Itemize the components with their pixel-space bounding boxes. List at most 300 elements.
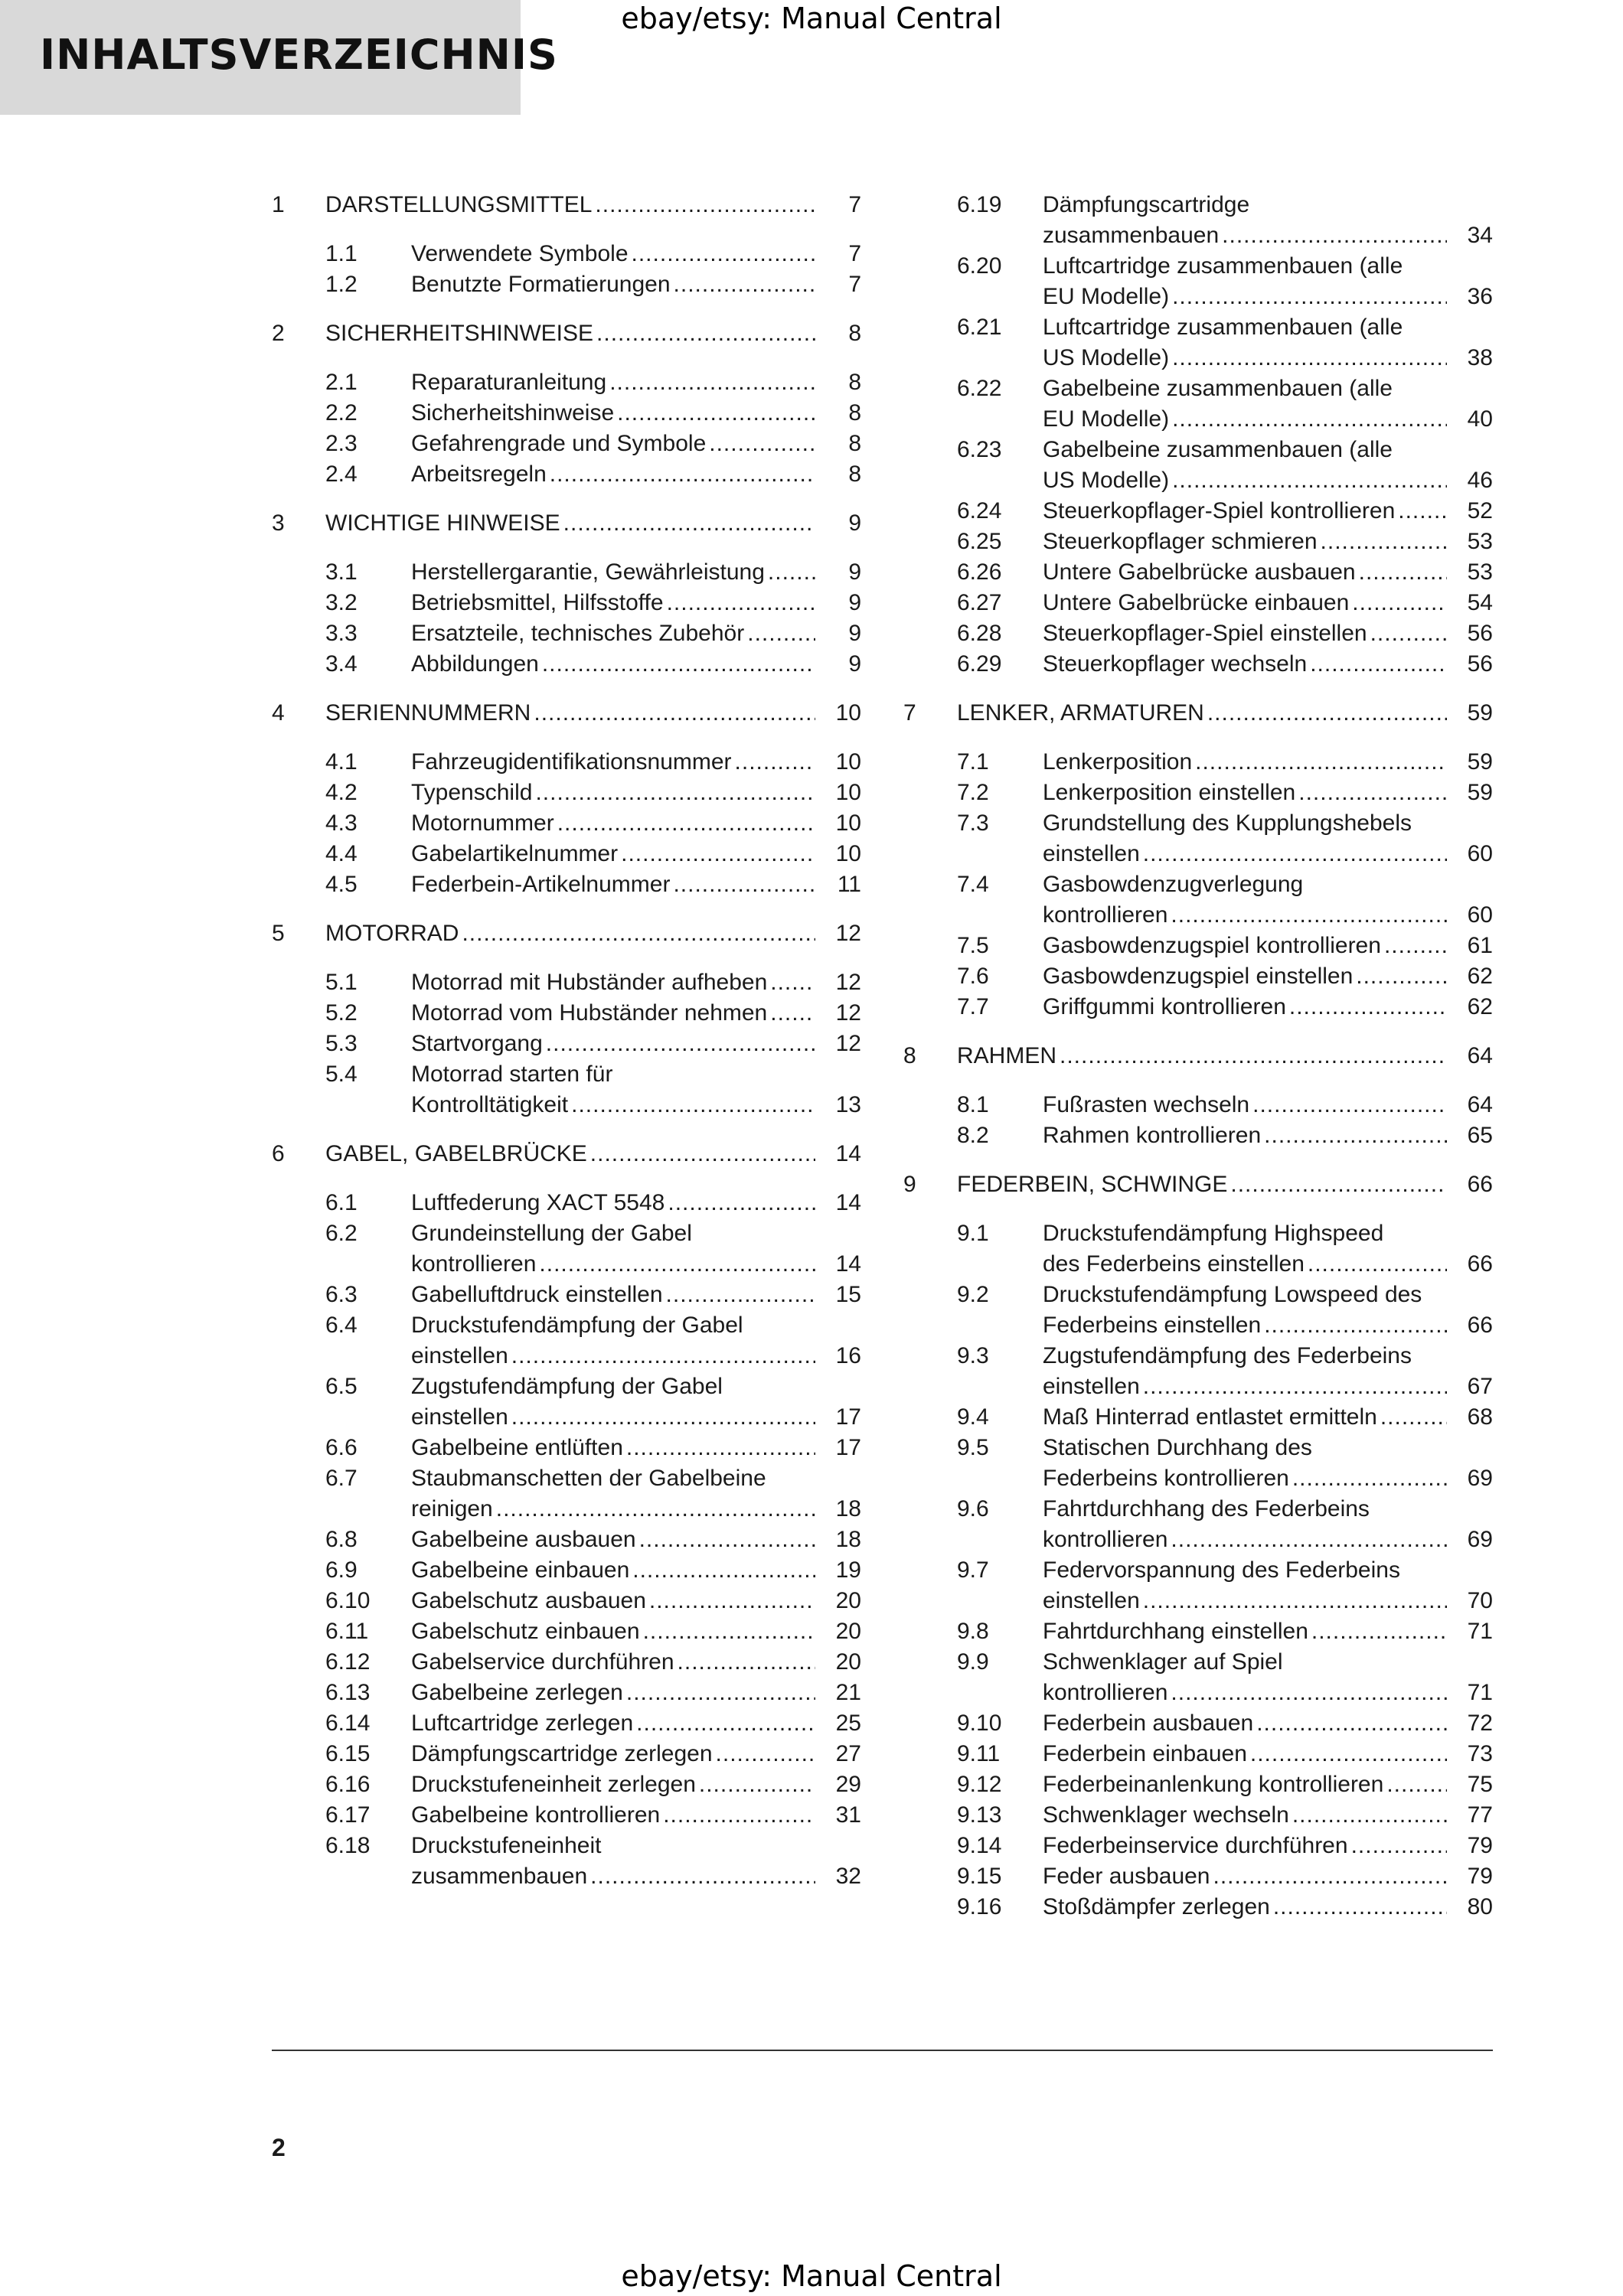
toc-entry-title: einstellen <box>411 1343 508 1368</box>
toc-page-number: 59 <box>1467 749 1493 775</box>
toc-entry-number: 6.26 <box>957 559 1002 585</box>
toc-entry-number: 6.23 <box>957 437 1002 462</box>
toc-entry-title: Fahrtdurchhang des Federbeins <box>1043 1496 1370 1521</box>
toc-page-number: 66 <box>1467 1172 1493 1197</box>
toc-page-number: 7 <box>848 192 861 217</box>
toc-entry-title: Motornummer <box>411 810 554 836</box>
toc-section-entry[interactable] <box>272 1029 861 1059</box>
toc-page-number: 8 <box>848 370 861 395</box>
toc-section-entry[interactable] <box>272 1800 861 1831</box>
toc-entry-title: SERIENNUMMERN <box>325 700 531 726</box>
toc-dot-leader <box>1172 404 1447 435</box>
toc-entry-title: Sicherheitshinweise <box>411 400 615 426</box>
toc-entry-number: 5.1 <box>325 970 358 995</box>
toc-entry-number: 1.2 <box>325 272 358 297</box>
toc-page-number: 59 <box>1467 700 1493 726</box>
toc-entry-title: Gabelluftdruck einstellen <box>411 1282 663 1307</box>
toc-page-number: 7 <box>848 272 861 297</box>
toc-section-entry[interactable] <box>903 1800 1493 1831</box>
toc-section-entry[interactable] <box>272 239 861 269</box>
toc-section-entry[interactable] <box>903 1433 1493 1494</box>
toc-page-number: 12 <box>835 970 861 995</box>
toc-section-entry[interactable] <box>272 459 861 490</box>
toc-section-entry[interactable] <box>272 808 861 839</box>
toc-entry-number: 2 <box>272 321 285 346</box>
toc-section-entry[interactable] <box>903 618 1493 649</box>
toc-page-number: 52 <box>1467 498 1493 523</box>
toc-page-number: 31 <box>835 1802 861 1828</box>
toc-column-left <box>272 190 861 1892</box>
toc-dot-leader <box>1311 1616 1447 1647</box>
toc-chapter-entry[interactable] <box>272 918 861 949</box>
toc-section-entry[interactable] <box>903 435 1493 496</box>
toc-section-entry[interactable] <box>272 367 861 398</box>
toc-entry-title: Gabelbeine einbauen <box>411 1557 630 1583</box>
toc-entry-title: GABEL, GABELBRÜCKE <box>325 1141 587 1166</box>
toc-entry-number: 4.2 <box>325 780 358 805</box>
toc-section-entry[interactable] <box>903 992 1493 1022</box>
toc-entry-number: 9 <box>903 1172 916 1197</box>
toc-chapter-entry[interactable] <box>272 508 861 539</box>
toc-dot-leader <box>535 778 815 808</box>
toc-section-entry[interactable] <box>903 1831 1493 1861</box>
toc-section-entry[interactable] <box>272 398 861 429</box>
toc-section-entry[interactable] <box>272 1616 861 1647</box>
toc-entry-title: Steuerkopflager wechseln <box>1043 651 1308 677</box>
toc-page-number: 32 <box>835 1864 861 1889</box>
toc-dot-leader <box>563 508 815 539</box>
toc-entry-title: Staubmanschetten der Gabelbeine <box>411 1466 766 1491</box>
toc-section-entry[interactable] <box>272 1647 861 1678</box>
toc-section-entry[interactable] <box>903 1402 1493 1433</box>
toc-entry-title: Druckstufendämpfung Lowspeed des <box>1043 1282 1422 1307</box>
toc-entry-title: Gabelbeine kontrollieren <box>411 1802 661 1828</box>
toc-page-number: 69 <box>1467 1466 1493 1491</box>
toc-section-entry[interactable] <box>903 190 1493 251</box>
toc-page-number: 61 <box>1467 933 1493 958</box>
toc-entry-number: 2.2 <box>325 400 358 426</box>
toc-dot-leader <box>1250 1739 1447 1769</box>
toc-dot-leader <box>1308 1249 1447 1280</box>
toc-dot-leader <box>1060 1041 1447 1071</box>
toc-dot-leader <box>1380 1402 1447 1433</box>
toc-page-number: 8 <box>848 431 861 456</box>
watermark-bottom: ebay/etsy: Manual Central <box>621 2259 1002 2293</box>
toc-dot-leader <box>1289 992 1447 1022</box>
toc-section-entry[interactable] <box>272 778 861 808</box>
toc-section-entry[interactable] <box>903 1892 1493 1923</box>
toc-section-entry[interactable] <box>272 998 861 1029</box>
toc-entry-title: Verwendete Symbole <box>411 241 629 266</box>
toc-page-number: 15 <box>835 1282 861 1307</box>
toc-page-number: 54 <box>1467 590 1493 615</box>
header-banner <box>0 0 558 115</box>
toc-page-number: 20 <box>835 1619 861 1644</box>
toc-page-number: 10 <box>835 841 861 866</box>
toc-section-entry[interactable] <box>903 1708 1493 1739</box>
toc-entry-number: 9.7 <box>957 1557 989 1583</box>
toc-page-number: 66 <box>1467 1313 1493 1338</box>
toc-dot-leader <box>716 1739 815 1769</box>
toc-page-number: 46 <box>1467 468 1493 493</box>
toc-entry-number: 3.4 <box>325 651 358 677</box>
toc-section-entry[interactable] <box>903 778 1493 808</box>
toc-entry-title: Gabelbeine zusammenbauen (alle <box>1043 437 1393 462</box>
toc-section-entry[interactable] <box>903 251 1493 312</box>
toc-chapter-entry[interactable] <box>903 1041 1493 1071</box>
toc-page-number: 70 <box>1467 1588 1493 1613</box>
toc-entry-number: 9.11 <box>957 1741 1001 1766</box>
toc-page-number: 14 <box>835 1251 861 1277</box>
toc-entry-number: 6.11 <box>325 1619 369 1644</box>
toc-entry-title: einstellen <box>411 1404 508 1430</box>
toc-section-entry[interactable] <box>272 869 861 900</box>
toc-dot-leader <box>539 1249 815 1280</box>
toc-dot-leader <box>1171 900 1447 931</box>
toc-entry-number: 6.13 <box>325 1680 371 1705</box>
toc-entry-number: 6.22 <box>957 376 1002 401</box>
toc-entry-number: 9.6 <box>957 1496 989 1521</box>
toc-dot-leader <box>768 557 815 588</box>
toc-entry-number: 6.1 <box>325 1190 358 1215</box>
toc-section-entry[interactable] <box>903 869 1493 931</box>
toc-dot-leader <box>595 190 815 220</box>
toc-section-entry[interactable] <box>903 961 1493 992</box>
toc-entry-number: 2.1 <box>325 370 358 395</box>
toc-entry-title: einstellen <box>1043 1374 1140 1399</box>
toc-page-number: 79 <box>1467 1864 1493 1889</box>
toc-entry-title: kontrollieren <box>1043 902 1168 928</box>
toc-section-entry[interactable] <box>272 747 861 778</box>
toc-entry-title: Typenschild <box>411 780 533 805</box>
toc-section-entry[interactable] <box>272 967 861 998</box>
toc-entry-title: Gabelservice durchführen <box>411 1649 674 1675</box>
toc-entry-title: einstellen <box>1043 1588 1140 1613</box>
toc-page-number: 56 <box>1467 651 1493 677</box>
toc-dot-leader <box>699 1769 815 1800</box>
toc-entry-title: kontrollieren <box>1043 1680 1168 1705</box>
toc-section-entry[interactable] <box>272 1280 861 1310</box>
toc-dot-leader <box>1256 1708 1447 1739</box>
toc-dot-leader <box>621 839 815 869</box>
toc-entry-number: 6.20 <box>957 253 1002 279</box>
toc-section-entry[interactable] <box>272 1371 861 1433</box>
toc-page-number: 56 <box>1467 621 1493 646</box>
toc-section-entry[interactable] <box>272 1188 861 1218</box>
toc-entry-number: 7.3 <box>957 810 989 836</box>
toc-section-entry[interactable] <box>903 1341 1493 1402</box>
toc-section-entry[interactable] <box>272 649 861 680</box>
toc-entry-title: Betriebsmittel, Hilfsstoffe <box>411 590 664 615</box>
toc-section-entry[interactable] <box>903 312 1493 373</box>
toc-dot-leader <box>511 1341 815 1371</box>
toc-dot-leader <box>1359 557 1447 588</box>
toc-dot-leader <box>590 1139 815 1169</box>
toc-page-number: 40 <box>1467 406 1493 432</box>
toc-entry-number: 7.6 <box>957 964 989 989</box>
toc-entry-title: Arbeitsregeln <box>411 461 547 487</box>
toc-entry-title: Reparaturanleitung <box>411 370 607 395</box>
toc-entry-title: Gasbowdenzugspiel einstellen <box>1043 964 1354 989</box>
toc-entry-number: 4.3 <box>325 810 358 836</box>
toc-section-entry[interactable] <box>903 1616 1493 1647</box>
toc-page-number: 64 <box>1467 1043 1493 1068</box>
toc-entry-number: 6.12 <box>325 1649 371 1675</box>
toc-section-entry[interactable] <box>272 588 861 618</box>
toc-section-entry[interactable] <box>903 808 1493 869</box>
toc-dot-leader <box>1172 465 1447 496</box>
toc-entry-title: Dämpfungscartridge <box>1043 192 1250 217</box>
toc-dot-leader <box>1172 343 1447 373</box>
toc-entry-title: Rahmen kontrollieren <box>1043 1123 1262 1148</box>
toc-section-entry[interactable] <box>272 618 861 649</box>
toc-section-entry[interactable] <box>272 269 861 300</box>
toc-section-entry[interactable] <box>903 1647 1493 1708</box>
toc-entry-number: 7.4 <box>957 872 989 897</box>
toc-entry-title: Gabelartikelnummer <box>411 841 619 866</box>
toc-entry-number: 5.3 <box>325 1031 358 1056</box>
toc-section-entry[interactable] <box>903 1494 1493 1555</box>
toc-page-number: 38 <box>1467 345 1493 370</box>
toc-page-number: 72 <box>1467 1711 1493 1736</box>
toc-section-entry[interactable] <box>903 1555 1493 1616</box>
toc-page-number: 34 <box>1467 223 1493 248</box>
toc-page-number: 36 <box>1467 284 1493 309</box>
toc-entry-title: Gabelbeine zusammenbauen (alle <box>1043 376 1393 401</box>
toc-section-entry[interactable] <box>903 527 1493 557</box>
toc-page-number: 77 <box>1467 1802 1493 1828</box>
toc-section-entry[interactable] <box>272 1831 861 1892</box>
toc-dot-leader <box>1298 778 1447 808</box>
toc-page-number: 17 <box>835 1435 861 1460</box>
toc-entry-title: Benutzte Formatierungen <box>411 272 671 297</box>
toc-page-number: 21 <box>835 1680 861 1705</box>
toc-page-number: 7 <box>848 241 861 266</box>
toc-section-entry[interactable] <box>272 1586 861 1616</box>
toc-chapter-entry[interactable] <box>903 1169 1493 1200</box>
toc-page-number: 60 <box>1467 841 1493 866</box>
toc-entry-number: 3 <box>272 510 285 536</box>
toc-entry-title: Steuerkopflager-Spiel einstellen <box>1043 621 1367 646</box>
toc-page-number: 19 <box>835 1557 861 1583</box>
toc-dot-leader <box>1252 1090 1447 1120</box>
toc-section-entry[interactable] <box>903 557 1493 588</box>
toc-dot-leader <box>462 918 815 949</box>
toc-section-entry[interactable] <box>272 1769 861 1800</box>
toc-entry-title: des Federbeins einstellen <box>1043 1251 1305 1277</box>
toc-dot-leader <box>674 269 815 300</box>
toc-section-entry[interactable] <box>272 1463 861 1525</box>
toc-entry-number: 4.4 <box>325 841 358 866</box>
toc-entry-title: WICHTIGE HINWEISE <box>325 510 560 536</box>
toc-dot-leader <box>1172 282 1447 312</box>
toc-entry-title: reinigen <box>411 1496 493 1521</box>
toc-entry-title: Dämpfungscartridge zerlegen <box>411 1741 713 1766</box>
toc-section-entry[interactable] <box>903 1861 1493 1892</box>
toc-entry-number: 8.2 <box>957 1123 989 1148</box>
toc-entry-number: 6.16 <box>325 1772 371 1797</box>
toc-entry-number: 4.5 <box>325 872 358 897</box>
toc-entry-title: Herstellergarantie, Gewährleistung <box>411 559 765 585</box>
toc-chapter-entry[interactable] <box>903 698 1493 729</box>
toc-dot-leader <box>596 318 815 349</box>
toc-section-entry[interactable] <box>903 1218 1493 1280</box>
toc-entry-title: Federbeinanlenkung kontrollieren <box>1043 1772 1384 1797</box>
toc-entry-number: 6 <box>272 1141 285 1166</box>
toc-chapter-entry[interactable] <box>272 190 861 220</box>
toc-page-number: 27 <box>835 1741 861 1766</box>
toc-entry-number: 5 <box>272 921 285 946</box>
toc-dot-leader <box>1398 496 1447 527</box>
toc-entry-title: Lenkerposition einstellen <box>1043 780 1296 805</box>
toc-entry-title: kontrollieren <box>411 1251 537 1277</box>
toc-page-number: 79 <box>1467 1833 1493 1858</box>
toc-entry-number: 9.1 <box>957 1221 989 1246</box>
toc-dot-leader <box>1352 588 1447 618</box>
toc-dot-leader <box>571 1090 815 1120</box>
toc-entry-title: Schwenklager wechseln <box>1043 1802 1289 1828</box>
toc-entry-title: Luftcartridge zusammenbauen (alle <box>1043 315 1403 340</box>
toc-section-entry[interactable] <box>903 931 1493 961</box>
toc-dot-leader <box>673 869 815 900</box>
toc-page-number: 14 <box>835 1190 861 1215</box>
toc-entry-title: DARSTELLUNGSMITTEL <box>325 192 593 217</box>
toc-page-number: 10 <box>835 700 861 726</box>
toc-entry-title: Luftcartridge zerlegen <box>411 1711 634 1736</box>
toc-entry-number: 6.14 <box>325 1711 371 1736</box>
toc-dot-leader <box>511 1402 815 1433</box>
page-number: 2 <box>272 2134 286 2161</box>
toc-section-entry[interactable] <box>903 1090 1493 1120</box>
toc-section-entry[interactable] <box>272 839 861 869</box>
toc-page-number: 12 <box>835 1031 861 1056</box>
toc-entry-title: Federbein ausbauen <box>1043 1711 1254 1736</box>
toc-entry-title: Druckstufeneinheit <box>411 1833 602 1858</box>
toc-section-entry[interactable] <box>903 1120 1493 1151</box>
toc-dot-leader <box>770 967 815 998</box>
toc-entry-number: 4.1 <box>325 749 358 775</box>
toc-entry-title: einstellen <box>1043 841 1140 866</box>
toc-entry-title: Steuerkopflager-Spiel kontrollieren <box>1043 498 1396 523</box>
toc-section-entry[interactable] <box>903 1739 1493 1769</box>
toc-entry-number: 9.8 <box>957 1619 989 1644</box>
toc-section-entry[interactable] <box>272 429 861 459</box>
toc-page-number: 60 <box>1467 902 1493 928</box>
toc-entry-number: 6.25 <box>957 529 1002 554</box>
toc-entry-number: 6.9 <box>325 1557 358 1583</box>
toc-entry-number: 4 <box>272 700 285 726</box>
toc-section-entry[interactable] <box>272 1739 861 1769</box>
toc-section-entry[interactable] <box>272 1218 861 1280</box>
toc-section-entry[interactable] <box>272 1433 861 1463</box>
toc-section-entry[interactable] <box>903 496 1493 527</box>
toc-section-entry[interactable] <box>272 1708 861 1739</box>
toc-entry-number: 2.4 <box>325 461 358 487</box>
toc-page-number: 18 <box>835 1527 861 1552</box>
toc-entry-title: Motorrad mit Hubständer aufheben <box>411 970 768 995</box>
toc-entry-title: Untere Gabelbrücke ausbauen <box>1043 559 1356 585</box>
toc-entry-number: 1 <box>272 192 285 217</box>
toc-entry-number: 9.9 <box>957 1649 989 1675</box>
toc-page-number: 9 <box>848 590 861 615</box>
toc-chapter-entry[interactable] <box>272 318 861 349</box>
toc-section-entry[interactable] <box>903 747 1493 778</box>
toc-section-entry[interactable] <box>272 1525 861 1555</box>
toc-entry-title: Ersatzteile, technisches Zubehör <box>411 621 745 646</box>
toc-dot-leader <box>1171 1525 1447 1555</box>
toc-page-number: 12 <box>835 921 861 946</box>
toc-section-entry[interactable] <box>272 1059 861 1120</box>
toc-entry-title: Federbeins kontrollieren <box>1043 1466 1289 1491</box>
toc-page-number: 9 <box>848 559 861 585</box>
toc-entry-title: Grundstellung des Kupplungshebels <box>1043 810 1412 836</box>
toc-section-entry[interactable] <box>272 557 861 588</box>
toc-entry-number: 9.5 <box>957 1435 989 1460</box>
toc-section-entry[interactable] <box>272 1678 861 1708</box>
toc-entry-title: Maß Hinterrad entlastet ermitteln <box>1043 1404 1377 1430</box>
toc-page-number: 66 <box>1467 1251 1493 1277</box>
toc-entry-title: zusammenbauen <box>411 1864 588 1889</box>
toc-page-number: 10 <box>835 780 861 805</box>
toc-dot-leader <box>668 1188 815 1218</box>
toc-dot-leader <box>1207 698 1447 729</box>
toc-entry-title: Gabelbeine zerlegen <box>411 1680 623 1705</box>
toc-entry-number: 7.2 <box>957 780 989 805</box>
toc-page-number: 8 <box>848 461 861 487</box>
toc-entry-number: 6.17 <box>325 1802 371 1828</box>
toc-section-entry[interactable] <box>903 1280 1493 1341</box>
toc-page-number: 64 <box>1467 1092 1493 1117</box>
toc-page-number: 9 <box>848 621 861 646</box>
toc-section-entry[interactable] <box>272 1310 861 1371</box>
toc-entry-title: US Modelle) <box>1043 468 1170 493</box>
toc-dot-leader <box>632 239 815 269</box>
toc-section-entry[interactable] <box>903 649 1493 680</box>
toc-entry-title: Stoßdämpfer zerlegen <box>1043 1894 1270 1919</box>
toc-entry-title: Gasbowdenzugverlegung <box>1043 872 1304 897</box>
toc-entry-number: 6.29 <box>957 651 1002 677</box>
toc-entry-title: Kontrolltätigkeit <box>411 1092 569 1117</box>
toc-entry-number: 6.10 <box>325 1588 371 1613</box>
toc-entry-title: EU Modelle) <box>1043 406 1170 432</box>
toc-section-entry[interactable] <box>903 588 1493 618</box>
toc-dot-leader <box>626 1678 815 1708</box>
toc-entry-number: 9.10 <box>957 1711 1002 1736</box>
toc-chapter-entry[interactable] <box>272 698 861 729</box>
toc-entry-title: Fahrtdurchhang einstellen <box>1043 1619 1308 1644</box>
toc-dot-leader <box>1213 1861 1448 1892</box>
toc-dot-leader <box>1384 931 1447 961</box>
toc-entry-title: Zugstufendämpfung der Gabel <box>411 1374 723 1399</box>
toc-chapter-entry[interactable] <box>272 1139 861 1169</box>
toc-column-right <box>903 190 1493 1923</box>
toc-section-entry[interactable] <box>903 373 1493 435</box>
toc-dot-leader <box>1264 1120 1447 1151</box>
toc-entry-number: 6.5 <box>325 1374 358 1399</box>
toc-entry-title: Motorrad vom Hubständer nehmen <box>411 1000 768 1026</box>
toc-entry-title: Untere Gabelbrücke einbauen <box>1043 590 1350 615</box>
toc-section-entry[interactable] <box>272 1555 861 1586</box>
toc-entry-title: Gabelbeine ausbauen <box>411 1527 636 1552</box>
toc-page-number: 71 <box>1467 1680 1493 1705</box>
toc-page-number: 69 <box>1467 1527 1493 1552</box>
toc-page-number: 53 <box>1467 559 1493 585</box>
toc-entry-title: MOTORRAD <box>325 921 459 946</box>
toc-entry-title: kontrollieren <box>1043 1527 1168 1552</box>
toc-page-number: 68 <box>1467 1404 1493 1430</box>
toc-section-entry[interactable] <box>903 1769 1493 1800</box>
toc-dot-leader <box>1321 527 1447 557</box>
